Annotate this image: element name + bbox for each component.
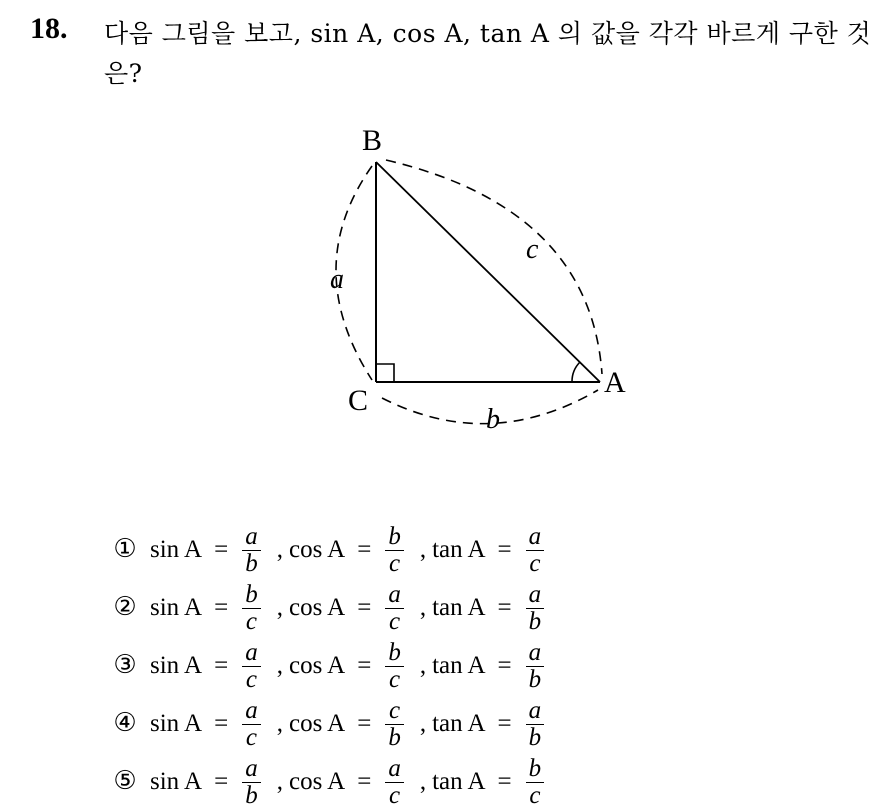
- sin-expression: [150, 640, 267, 693]
- equals-sign: =: [214, 710, 229, 737]
- choice-4[interactable]: [110, 696, 550, 752]
- comma: ,: [419, 536, 427, 563]
- vertex-b-label: B: [362, 124, 383, 157]
- comma: ,: [276, 710, 283, 737]
- sin-label: sin A: [150, 536, 203, 563]
- numerator: b: [388, 638, 401, 666]
- question-text: 다음 그림을 보고, sin A, cos A, tan A 의 값을 각각 바르게 구한 것은?: [104, 19, 872, 88]
- sin-expression: [150, 698, 267, 751]
- tan-fraction: [526, 524, 545, 577]
- tan-fraction: [526, 698, 545, 751]
- tan-label: tan A: [432, 594, 486, 621]
- cos-expression: [289, 756, 410, 809]
- equals-sign: =: [214, 768, 229, 795]
- comma: ,: [276, 536, 283, 563]
- numerator: a: [388, 580, 401, 608]
- tan-label: tan A: [432, 710, 486, 737]
- tan-fraction: [526, 582, 545, 635]
- denominator: c: [529, 549, 541, 577]
- tan-expression: [432, 582, 550, 635]
- denominator: c: [245, 723, 258, 751]
- sin-expression: [150, 524, 267, 577]
- equals-sign: =: [357, 652, 372, 679]
- cos-fraction: [385, 640, 404, 693]
- comma: ,: [276, 652, 283, 679]
- denominator: c: [529, 781, 541, 809]
- tan-fraction: [526, 756, 545, 809]
- numerator: a: [528, 522, 542, 550]
- sin-expression: [150, 582, 267, 635]
- cos-label: cos A: [288, 536, 346, 563]
- denominator: c: [389, 607, 401, 635]
- triangle-figure: [310, 118, 650, 448]
- equals-sign: =: [214, 652, 229, 679]
- denominator: b: [528, 607, 542, 635]
- numerator: c: [389, 696, 401, 724]
- equals-sign: =: [357, 536, 372, 563]
- sin-label: sin A: [150, 768, 203, 795]
- tan-fraction: [526, 640, 545, 693]
- cos-expression: [289, 640, 410, 693]
- sin-fraction: [242, 698, 261, 751]
- numerator: a: [528, 696, 542, 724]
- equals-sign: =: [497, 710, 512, 737]
- denominator: b: [245, 549, 258, 577]
- choice-3[interactable]: [110, 638, 550, 694]
- comma: ,: [276, 768, 283, 795]
- tan-label: tan A: [432, 768, 486, 795]
- side-c-label: c: [526, 234, 539, 265]
- comma: ,: [419, 652, 427, 679]
- sin-label: sin A: [150, 652, 203, 679]
- vertex-a-label: A: [604, 366, 626, 399]
- equals-sign: =: [497, 594, 512, 621]
- cos-fraction: [385, 756, 404, 809]
- choice-marker: ④: [113, 708, 137, 738]
- tan-label: tan A: [432, 652, 486, 679]
- numerator: a: [245, 754, 258, 782]
- side-ab: [376, 162, 600, 382]
- denominator: b: [245, 781, 258, 809]
- choice-marker: ①: [113, 534, 137, 564]
- equals-sign: =: [497, 536, 512, 563]
- comma: ,: [419, 710, 427, 737]
- cos-fraction: [385, 582, 404, 635]
- denominator: c: [389, 549, 401, 577]
- equals-sign: =: [497, 652, 512, 679]
- tan-expression: [432, 698, 550, 751]
- angle-a-arc: [572, 362, 580, 382]
- equals-sign: =: [214, 536, 229, 563]
- sin-label: sin A: [150, 710, 203, 737]
- sin-fraction: [242, 756, 261, 809]
- cos-label: cos A: [288, 768, 346, 795]
- numerator: a: [528, 580, 542, 608]
- sin-fraction: [242, 582, 261, 635]
- cos-expression: [289, 698, 410, 751]
- equals-sign: =: [357, 768, 372, 795]
- cos-fraction: [385, 698, 404, 751]
- numerator: a: [388, 754, 401, 782]
- choice-marker: ⑤: [113, 766, 137, 796]
- comma: ,: [276, 594, 283, 621]
- numerator: b: [388, 522, 401, 550]
- right-angle-mark: [376, 364, 394, 382]
- cos-expression: [289, 582, 410, 635]
- denominator: b: [388, 723, 401, 751]
- cos-label: cos A: [288, 710, 346, 737]
- denominator: c: [245, 665, 258, 693]
- sin-fraction: [242, 524, 261, 577]
- vertex-c-label: C: [348, 384, 369, 417]
- numerator: a: [245, 696, 258, 724]
- arc-c: [386, 160, 602, 374]
- side-b-label: b: [486, 404, 500, 435]
- equals-sign: =: [214, 594, 229, 621]
- side-a-label: a: [330, 264, 344, 295]
- comma: ,: [419, 594, 427, 621]
- question-number: 18.: [30, 12, 68, 45]
- tan-label: tan A: [432, 536, 486, 563]
- sin-fraction: [242, 640, 261, 693]
- cos-label: cos A: [288, 594, 346, 621]
- sin-label: sin A: [150, 594, 203, 621]
- choice-marker: ②: [113, 592, 137, 622]
- cos-expression: [289, 524, 410, 577]
- numerator: a: [245, 522, 258, 550]
- equals-sign: =: [357, 594, 372, 621]
- choice-2[interactable]: [110, 580, 550, 636]
- tan-expression: [432, 640, 550, 693]
- denominator: c: [389, 781, 401, 809]
- choice-marker: ③: [113, 650, 137, 680]
- comma: ,: [419, 768, 427, 795]
- equals-sign: =: [497, 768, 512, 795]
- choice-1[interactable]: [110, 522, 550, 578]
- tan-expression: [432, 524, 550, 577]
- equals-sign: =: [357, 710, 372, 737]
- triangle-diagram: [310, 118, 650, 448]
- sin-expression: [150, 756, 267, 809]
- denominator: b: [528, 665, 542, 693]
- tan-expression: [432, 756, 550, 809]
- denominator: c: [389, 665, 401, 693]
- numerator: a: [245, 638, 258, 666]
- denominator: b: [528, 723, 542, 751]
- denominator: c: [245, 607, 258, 635]
- cos-fraction: [385, 524, 404, 577]
- choice-5[interactable]: [110, 754, 550, 810]
- numerator: a: [528, 638, 542, 666]
- numerator: b: [528, 754, 542, 782]
- numerator: b: [245, 580, 258, 608]
- cos-label: cos A: [288, 652, 346, 679]
